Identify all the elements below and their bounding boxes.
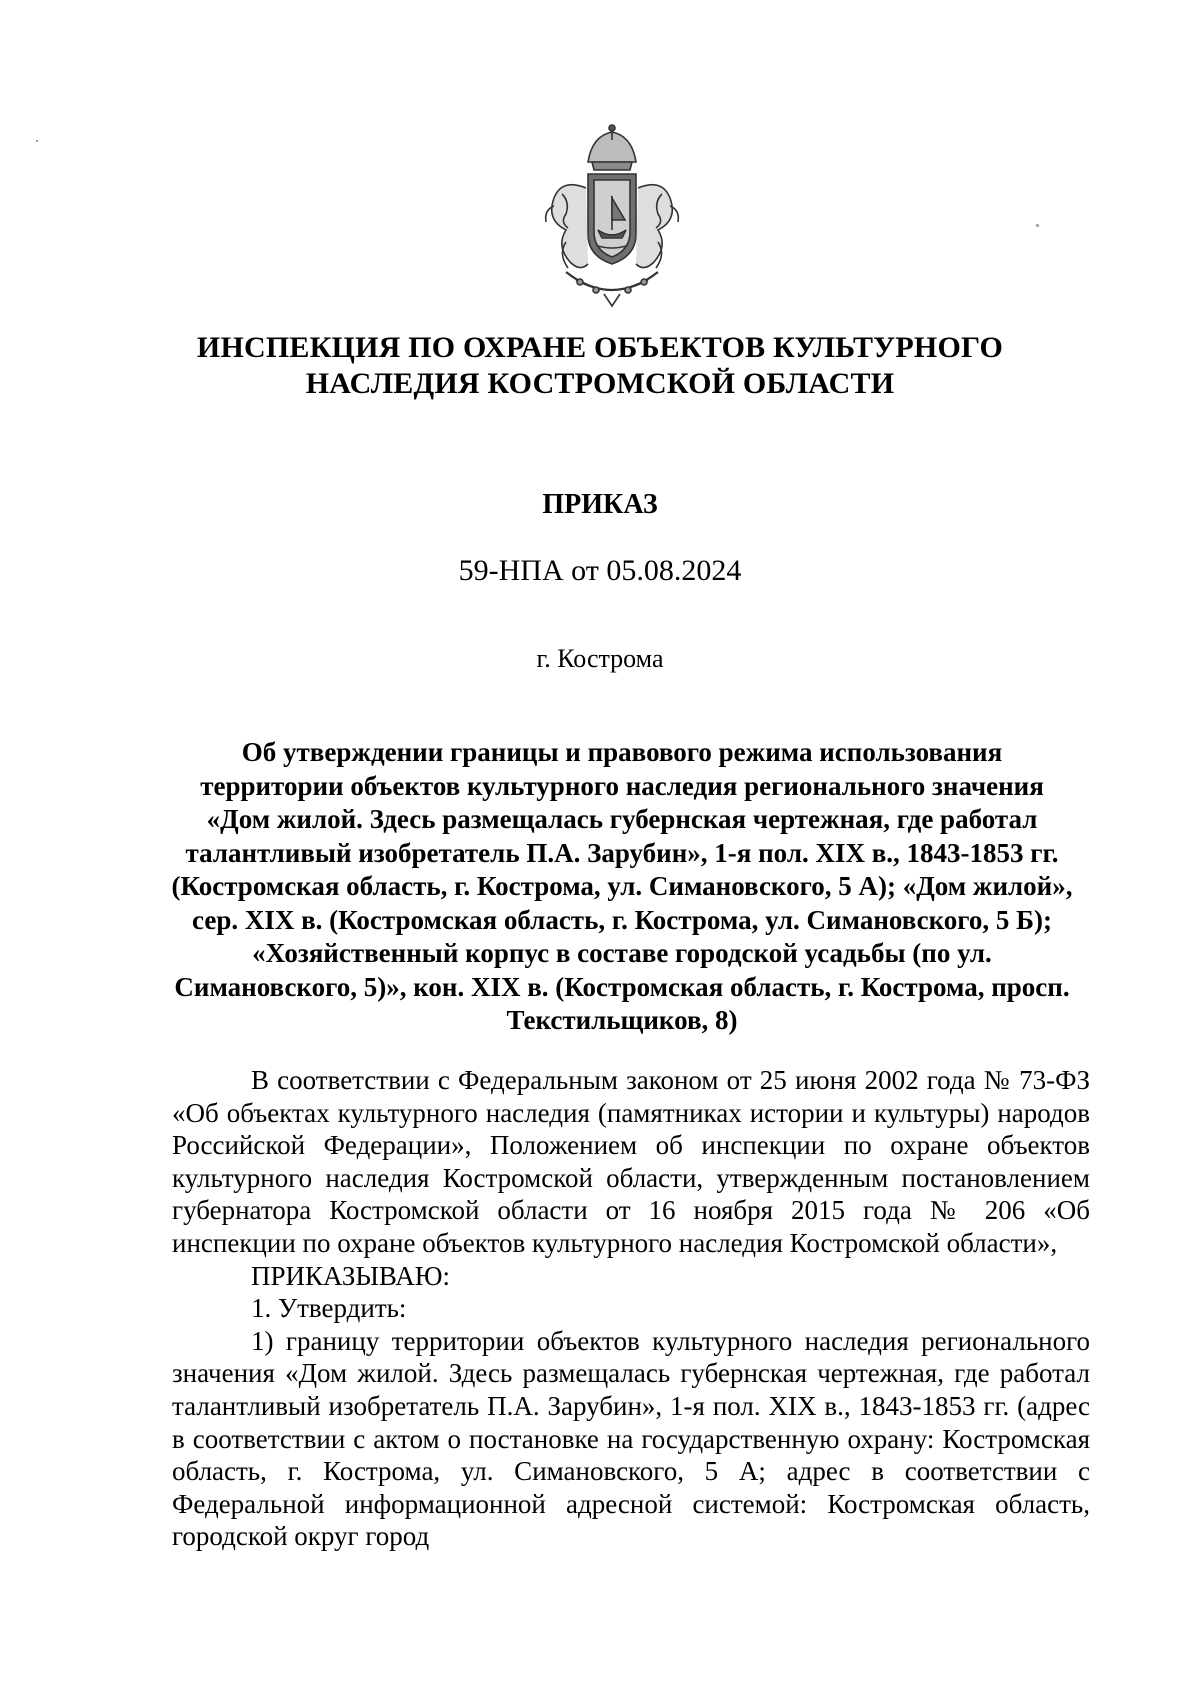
scan-speck xyxy=(1036,224,1039,227)
order-title: ПРИКАЗ xyxy=(542,489,658,520)
preamble-paragraph: В соответствии с Федеральным законом от 25 июня 2002 года № 73-ФЗ «Об объектах культурного наследия (памятниках истории и культуры) народов Российской Федерации», Положением об инспекции по охране объектов культурного наследия Костромской области, утвержденным постановлением губернатора Костромской области от 16 ноября 2015 года № 206 «Об инспекции по охране объектов культурного наследия Костромской области», xyxy=(172,1065,1090,1258)
order-word: ПРИКАЗЫВАЮ: xyxy=(251,1260,450,1291)
organization-name xyxy=(150,330,1050,402)
scan-speck-edge xyxy=(36,140,38,142)
kostroma-region-coat-of-arms-icon xyxy=(532,122,692,312)
item-1-1: 1) границу территории объектов культурного наследия регионального значения «Дом жилой. Здесь размещалась губернская чертежная, где работал талантливый изобретатель П.А. Зарубин», 1-я пол. XIX в., 1843-1853 гг. (адрес в соответствии с актом о постановке на государственную охрану: Костромская область, г. Кострома, ул. Симановского, 5 А; адрес в соответствии с Федеральной информационной адресной системой: Костромская область, городской округ город xyxy=(172,1325,1090,1552)
organization-line-2: НАСЛЕДИЯ КОСТРОМСКОЙ ОБЛАСТИ xyxy=(305,367,895,400)
order-city: г. Кострома xyxy=(536,644,664,673)
order-number: 59-НПА от 05.08.2024 xyxy=(458,554,742,587)
item-1: 1. Утвердить: xyxy=(251,1293,407,1324)
order-subject: Об утверждении границы и правового режима использования территории объектов культурного наследия регионального значения «Дом жилой. Здесь размещалась губернская чертежная, где работал талантливый изобретатель П.А. Зарубин», 1-я пол. XIX в., 1843-1853 гг. (Костромская область, г. Кострома, ул. Симановского, 5 А); «Дом жилой», сер. XIX в. (Костромская область, г. Кострома, ул. Симановского, 5 Б); «Хозяйственный корпус в составе городской усадьбы (по ул. Симановского, 5)», кон. XIX в. (Костромская область, г. Кострома, просп. Текстильщиков, 8) xyxy=(171,737,1073,1035)
organization-line-1: ИНСПЕКЦИЯ ПО ОХРАНЕ ОБЪЕКТОВ КУЛЬТУРНОГО xyxy=(196,331,1004,364)
order-body xyxy=(172,1064,1090,1553)
